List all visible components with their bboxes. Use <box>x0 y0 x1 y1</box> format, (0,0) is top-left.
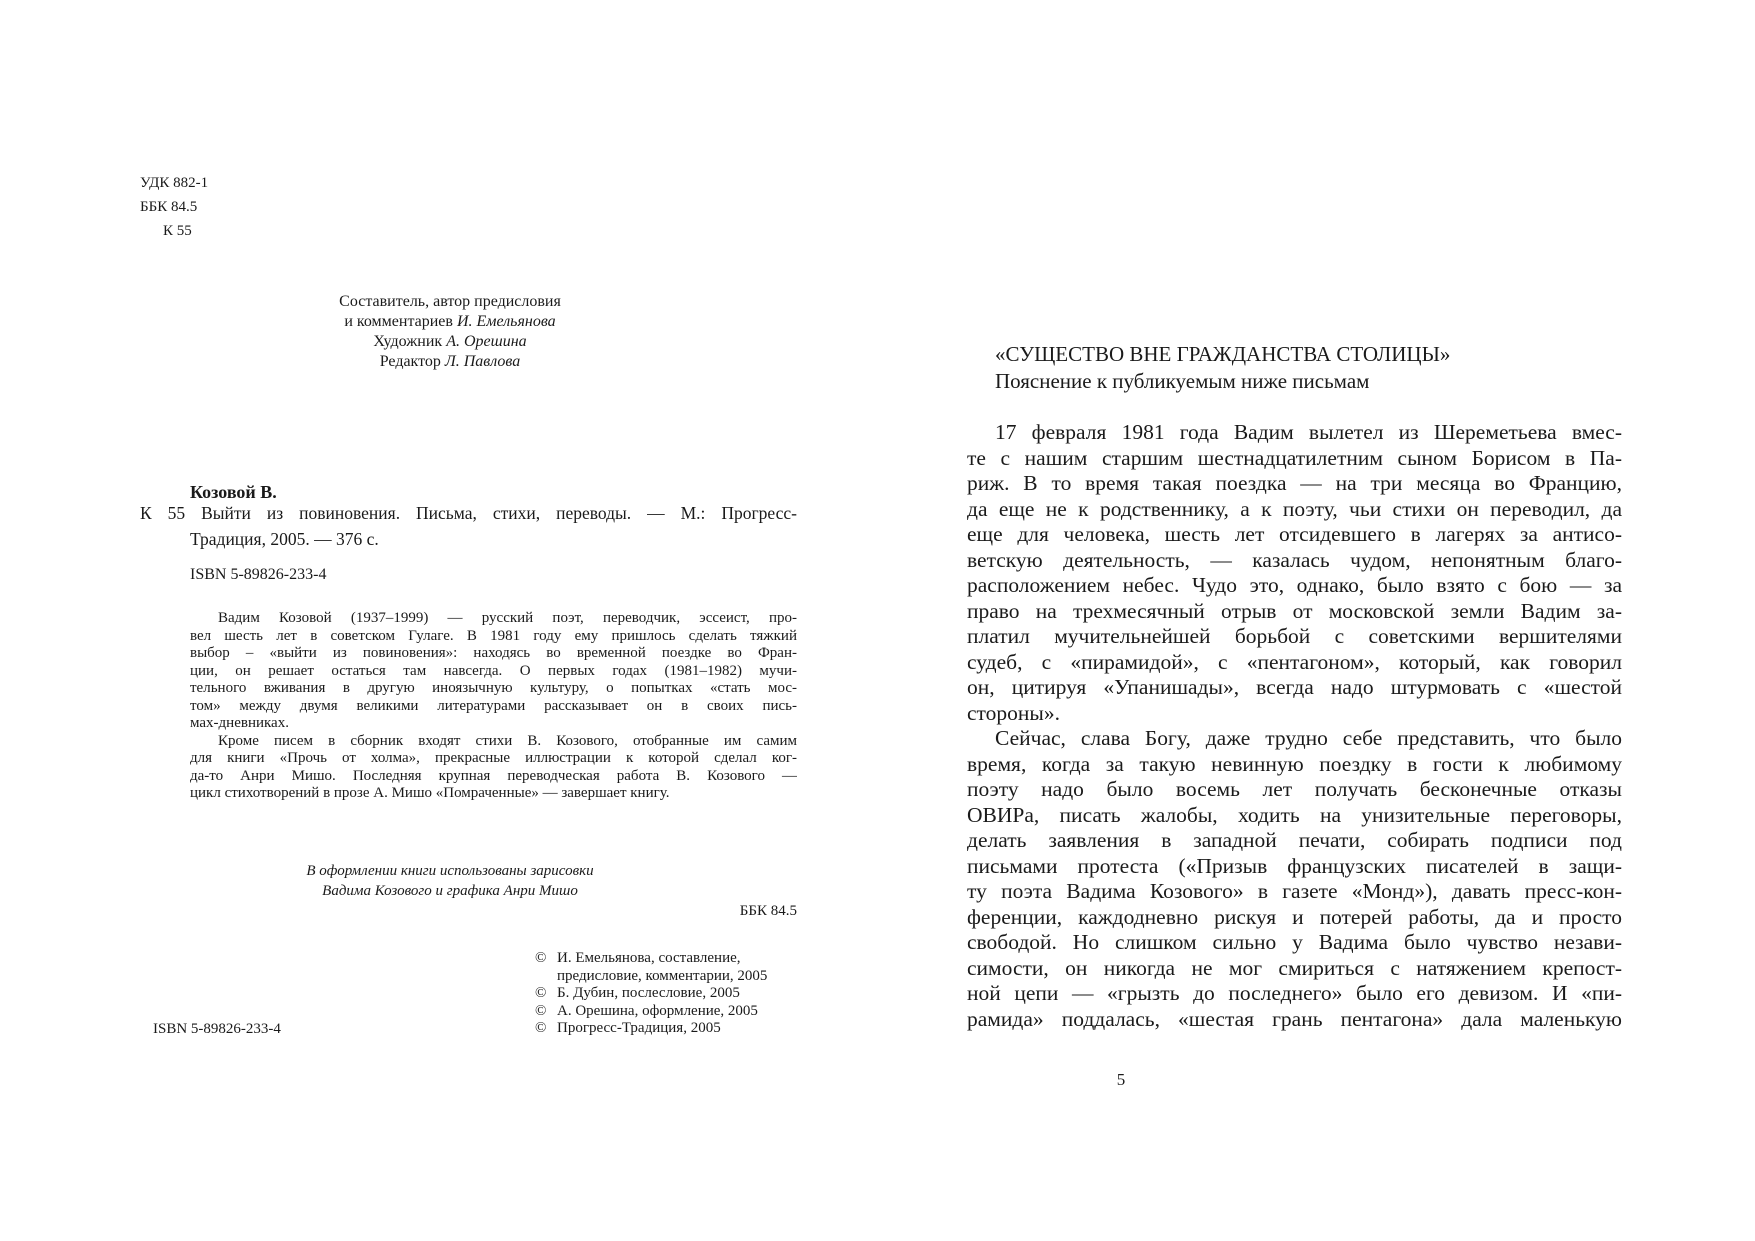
body-line: рамида» поддалась, «шестая грань пентагона» дала маленькую <box>967 1006 1622 1031</box>
body-line: письмами протеста («Призыв французских писателей в защи- <box>967 853 1622 878</box>
biblio-line: Традиция, 2005. — 376 с. <box>190 529 379 549</box>
copyright-symbol: © <box>535 1020 547 1036</box>
copyright-line: Б. Дубин, послесловие, 2005 <box>557 985 740 1001</box>
body-line: еще для человека, шесть лет отсидевшего в лагерях за антисо- <box>967 522 1622 546</box>
annotation-line: том» между двумя великими литературами рассказывает он в своих пись- <box>190 697 797 714</box>
copyright-symbol: © <box>535 950 547 966</box>
body-line: ту поэта Вадима Козового» в газете «Монд»), давать пресс-кон- <box>967 879 1622 903</box>
body-line: платил мучительнейшей борьбой с советскими вершителями <box>967 624 1622 648</box>
body-line: время, когда за такую невинную поездку в гости к любимому <box>967 751 1622 776</box>
copyright-symbol: © <box>535 985 547 1001</box>
annotation-line: Вадим Козовой (1937–1999) — русский поэт, переводчик, эссеист, про- <box>218 610 797 626</box>
udk-code: УДК 882-1 <box>140 175 209 191</box>
copyright-line: предисловие, комментарии, 2005 <box>557 967 768 984</box>
isbn-bottom: ISBN 5-89826-233-4 <box>153 1021 281 1037</box>
annotation-line: мах-дневниках. <box>190 715 289 731</box>
body-text <box>967 420 1622 1032</box>
body-line: ветскую деятельность, — казалась чудом, непонятным благо- <box>967 547 1622 572</box>
annotation-line: тельного вживания в другую иноязычную культуру, о попытках «стать мос- <box>190 680 797 696</box>
credit-artist: Художник А. Орешина <box>373 333 527 350</box>
body-line: симости, он никогда не мог смириться с натяжением крепост- <box>967 955 1622 980</box>
annotation-line: для книги «Прочь от холма», прекрасные иллюстрации к которой сделал ког- <box>190 750 797 766</box>
body-line: судеб, с «пирамидой», с «пентагоном», который, как говорил <box>967 649 1622 674</box>
body-line: ференции, каждодневно рискуя и потерей работы, да и просто <box>967 904 1622 929</box>
body-line: расположением небес. Чудо это, однако, было взято с бою — за <box>967 573 1622 597</box>
credit-compiler: Составитель, автор предисловия <box>339 293 561 310</box>
bbk-bottom: ББК 84.5 <box>739 903 797 919</box>
credit-editor: Редактор Л. Павлова <box>379 353 521 370</box>
body-line: да еще не к родственнику, а к поэту, чьи стихи он переводил, да <box>967 496 1622 521</box>
illustrations-note <box>230 861 670 901</box>
body-line: он, цитируя «Упанишады», всегда надо штурмовать с «шестой <box>967 675 1622 699</box>
annotation-line: Кроме писем в сборник входят стихи В. Козового, отобранные им самим <box>218 732 797 749</box>
bibliographic-record <box>140 500 797 552</box>
copyright-symbol: © <box>535 1002 547 1019</box>
body-line: поэту надо было восемь лет получать бесконечные отказы <box>967 777 1622 801</box>
bbk-code: ББК 84.5 <box>140 199 198 215</box>
annotation-line: да-то Анри Мишо. Последняя крупная переводческая работа В. Козового — <box>190 767 797 784</box>
body-line: те с нашим старшим шестнадцатилетним сыном Борисом в Па- <box>967 445 1622 470</box>
annotation-line: цикл стихотворений в прозе А. Мишо «Помраченные» — завершает книгу. <box>190 785 670 801</box>
body-line: стороны». <box>967 700 1060 725</box>
body-line: право на трехмесячный отрыв от московской земли Вадим за- <box>967 598 1622 623</box>
body-line: Сейчас, слава Богу, даже трудно себе представить, что было <box>995 726 1622 750</box>
annotation-line: ции, он решает остаться там навсегда. О первых годах (1981–1982) мучи- <box>190 662 797 679</box>
body-line: 17 февраля 1981 года Вадим вылетел из Шереметьева вмес- <box>995 420 1622 444</box>
chapter-subtitle: Пояснение к публикуемым ниже письмам <box>995 369 1370 393</box>
isbn-top: ISBN 5-89826-233-4 <box>190 566 327 583</box>
annotation-line: вел шесть лет в советском Гулаге. В 1981 году ему пришлось сделать тяжкий <box>190 627 797 644</box>
annotation <box>190 610 797 803</box>
author-mark: К 55 <box>163 223 192 239</box>
biblio-line: К 55 Выйти из повиновения. Письма, стихи, переводы. — М.: Прогресс- <box>140 503 797 523</box>
body-line: делать заявления в западной печати, собирать подписи под <box>967 828 1622 852</box>
annotation-line: выбор – «выйти из повиновения»: находясь во временной поездке во Фран- <box>190 645 797 661</box>
body-line: ОВИРа, писать жалобы, ходить на унизительные переговоры, <box>967 802 1622 827</box>
copyright-block <box>535 950 767 1038</box>
copyright-line: Прогресс-Традиция, 2005 <box>557 1020 721 1036</box>
illustrations-note-line: В оформлении книги использованы зарисовки <box>306 863 594 879</box>
credit-comments: и комментариев И. Емельянова <box>344 313 556 330</box>
page-number: 5 <box>1116 1070 1126 1089</box>
copyright-line: И. Емельянова, составление, <box>557 950 741 966</box>
illustrations-note-line: Вадима Козового и графика Анри Мишо <box>322 883 578 899</box>
body-line: риж. В то время такая поездка — на три месяца во Францию, <box>967 471 1622 495</box>
author-name: Козовой В. <box>190 482 277 502</box>
body-line: свободой. Но слишком сильно у Вадима было чувство незави- <box>967 930 1622 954</box>
copyright-line: А. Орешина, оформление, 2005 <box>557 1002 758 1019</box>
body-line: ной цепи — «грызть до последнего» было его девизом. И «пи- <box>967 981 1622 1005</box>
credits-block <box>300 292 600 372</box>
chapter-title: «СУЩЕСТВО ВНЕ ГРАЖДАНСТВА СТОЛИЦЫ» <box>995 342 1451 366</box>
